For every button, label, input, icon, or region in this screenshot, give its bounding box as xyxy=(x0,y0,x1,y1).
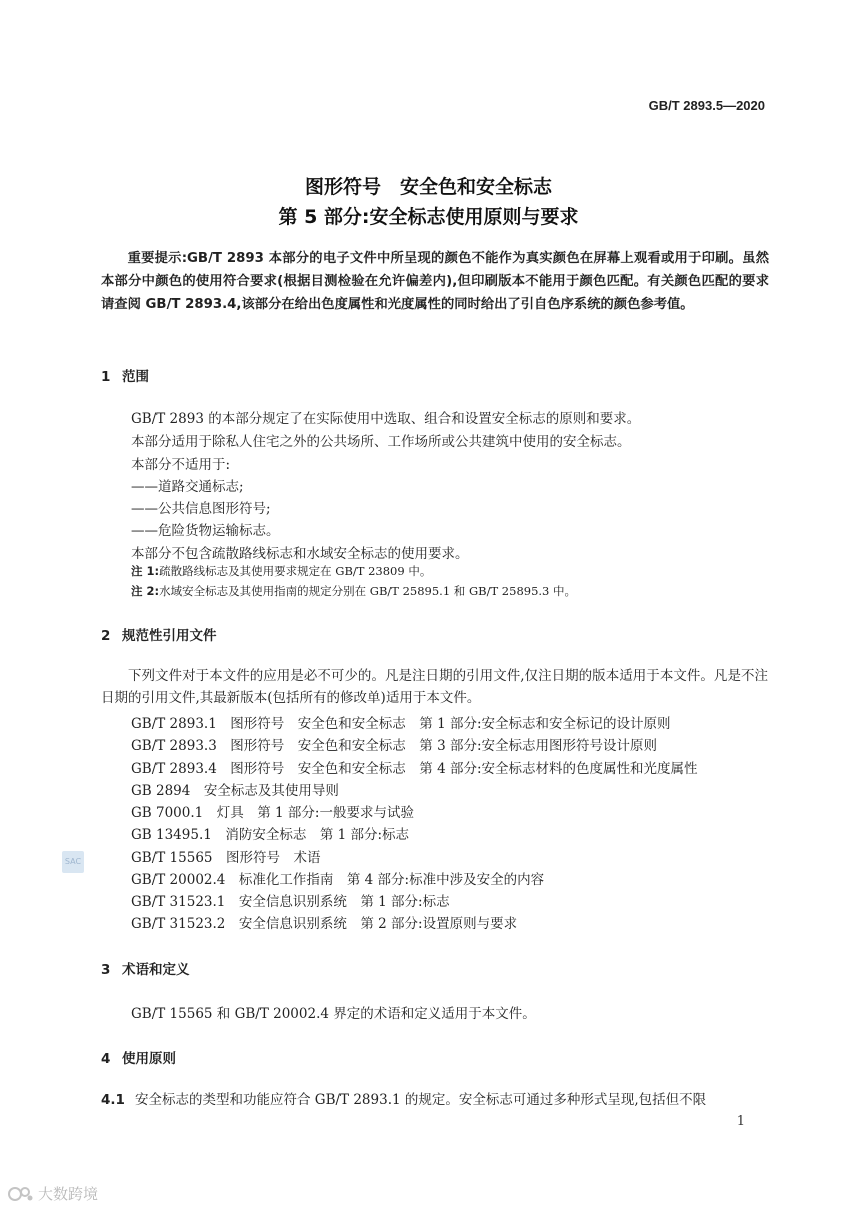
watermark-text: 大数跨境 xyxy=(38,1185,99,1203)
scope-line-4: ——道路交通标志; xyxy=(131,479,244,495)
standard-number: GB/T 2893.5—2020 xyxy=(648,98,765,113)
reference-item: GB 7000.1 灯具 第 1 部分:一般要求与试验 xyxy=(131,805,414,821)
reference-item: GB/T 2893.3 图形符号 安全色和安全标志 第 3 部分:安全标志用图形符号设计原则 xyxy=(131,738,658,754)
title-line-2: 第 5 部分:安全标志使用原则与要求 xyxy=(278,206,579,228)
note-1 xyxy=(131,563,431,579)
normative-intro: 下列文件对于本文件的应用是必不可少的。凡是注日期的引用文件,仅注日期的版本适用于本文件。凡是不注日期的引用文件,其最新版本(包括所有的修改单)适用于本文件。 xyxy=(101,668,768,706)
scope-line-6: ——危险货物运输标志。 xyxy=(131,523,280,539)
reference-item: GB/T 2893.4 图形符号 安全色和安全标志 第 4 部分:安全标志材料的色度属性和光度属性 xyxy=(131,761,698,777)
watermark-logo-icon xyxy=(8,1185,34,1203)
reference-item: GB/T 2893.1 图形符号 安全色和安全标志 第 1 部分:安全标志和安全标记的设计原则 xyxy=(131,716,671,732)
section-number: 1 xyxy=(101,369,111,385)
note-2 xyxy=(131,583,576,599)
reference-item: GB/T 31523.2 安全信息识别系统 第 2 部分:设置原则与要求 xyxy=(131,916,518,932)
section-title: 术语和定义 xyxy=(122,962,190,978)
clause-number: 4.1 xyxy=(101,1092,125,1108)
section-number: 2 xyxy=(101,628,111,644)
section-title: 使用原则 xyxy=(122,1051,176,1067)
section-title: 规范性引用文件 xyxy=(122,628,217,644)
reference-item: GB 2894 安全标志及其使用导则 xyxy=(131,783,339,799)
scope-line-1: GB/T 2893 的本部分规定了在实际使用中选取、组合和设置安全标志的原则和要求。 xyxy=(131,411,641,427)
page-number: 1 xyxy=(736,1114,745,1129)
section-title: 范围 xyxy=(122,369,149,385)
note-label: 注 1: xyxy=(131,564,160,578)
clause-text: 安全标志的类型和功能应符合 GB/T 2893.1 的规定。安全标志可通过多种形式呈现,包括但不限 xyxy=(135,1092,707,1108)
section-4-heading xyxy=(101,1047,176,1067)
clause-4-1 xyxy=(101,1089,768,1111)
reference-item: GB/T 31523.1 安全信息识别系统 第 1 部分:标志 xyxy=(131,894,450,910)
watermark xyxy=(8,1183,98,1204)
note-label: 注 2: xyxy=(131,584,160,598)
reference-item: GB/T 20002.4 标准化工作指南 第 4 部分:标准中涉及安全的内容 xyxy=(131,872,545,888)
reference-item: GB/T 15565 图形符号 术语 xyxy=(131,850,321,866)
scope-line-2: 本部分适用于除私人住宅之外的公共场所、工作场所或公共建筑中使用的安全标志。 xyxy=(131,434,631,450)
scope-line-7: 本部分不包含疏散路线标志和水域安全标志的使用要求。 xyxy=(131,546,469,562)
scope-line-5: ——公共信息图形符号; xyxy=(131,501,271,517)
section-number: 4 xyxy=(101,1051,111,1067)
section-1-heading xyxy=(101,365,149,385)
side-logo-mark: SAC xyxy=(62,851,84,873)
reference-item: GB 13495.1 消防安全标志 第 1 部分:标志 xyxy=(131,827,410,843)
note-text: 疏散路线标志及其使用要求规定在 GB/T 23809 中。 xyxy=(159,564,432,578)
section-3-heading xyxy=(101,958,190,978)
scope-line-3: 本部分不适用于: xyxy=(131,457,231,473)
important-notice: 重要提示:GB/T 2893 本部分的电子文件中所呈现的颜色不能作为真实颜色在屏幕上观看或用于印刷。虽然本部分中颜色的使用符合要求(根据目测检验在允许偏差内),但印刷版本不能用于颜色匹配。有关颜色匹配的要求请查阅 GB/T 2893.4,该部分在给出色度属性和光度属性的同时给出了引自色序系统的颜色参考值。 xyxy=(101,251,769,312)
section-number: 3 xyxy=(101,962,111,978)
terms-text: GB/T 15565 和 GB/T 20002.4 界定的术语和定义适用于本文件。 xyxy=(131,1006,536,1022)
note-text: 水域安全标志及其使用指南的规定分别在 GB/T 25895.1 和 GB/T 25895.3 中。 xyxy=(159,584,577,598)
title-line-1: 图形符号 安全色和安全标志 xyxy=(304,176,552,198)
section-2-heading xyxy=(101,624,217,644)
